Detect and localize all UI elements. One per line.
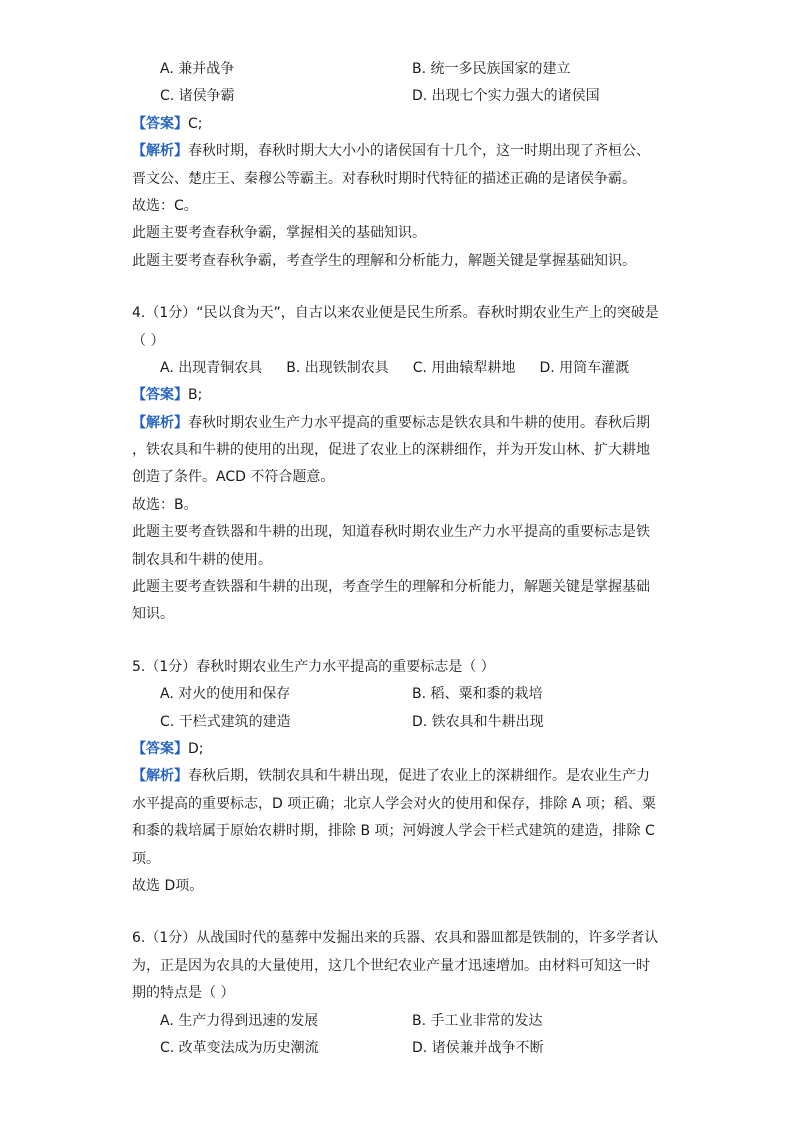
q3-options-row-1 bbox=[132, 56, 662, 83]
answer-tag: 【答案】 bbox=[132, 387, 188, 404]
q3-options-row-2 bbox=[132, 83, 662, 110]
analysis-tag: 【解析】 bbox=[132, 143, 188, 160]
q5-option-c[interactable]: C. 干栏式建筑的建造 bbox=[160, 713, 291, 730]
q5-analysis-line-3: 和黍的栽培属于原始农耕时期，排除 B 项；河姆渡人学会干栏式建筑的建造，排除 C bbox=[132, 823, 655, 840]
document-page bbox=[132, 56, 662, 1062]
q6-options-row-1 bbox=[132, 1008, 662, 1035]
q3-option-a[interactable]: A. 兼并战争 bbox=[160, 61, 235, 77]
q5-analysis-line-1: 【解析】春秋后期，铁制农具和牛耕出现，促进了农业上的深耕细作。是农业生产力 bbox=[132, 768, 650, 785]
answer-value: B; bbox=[188, 387, 203, 404]
q3-note-1: 此题主要考查春秋争霸，掌握相关的基础知识。 bbox=[132, 225, 426, 242]
answer-value: D; bbox=[188, 740, 204, 757]
q4-answer bbox=[132, 382, 662, 409]
answer-tag: 【答案】 bbox=[132, 115, 188, 132]
q4-analysis-line-3: 创造了条件。ACD 不符合题意。 bbox=[132, 469, 335, 486]
q6-options-row-2 bbox=[132, 1035, 662, 1062]
q4-option-d[interactable]: D. 用筒车灌溉 bbox=[539, 359, 630, 376]
q5-stem-line-1: 5.（1分）春秋时期农业生产力水平提高的重要标志是（ ） bbox=[132, 658, 495, 675]
q4-option-c[interactable]: C. 用曲辕犁耕地 bbox=[412, 359, 516, 376]
answer-tag: 【答案】 bbox=[132, 740, 188, 757]
analysis-tag: 【解析】 bbox=[132, 768, 188, 785]
q4-conclusion: 故选：B。 bbox=[132, 496, 198, 513]
q6-option-a[interactable]: A. 生产力得到迅速的发展 bbox=[160, 1012, 319, 1029]
q3-conclusion: 故选：C。 bbox=[132, 197, 198, 214]
q4-option-b[interactable]: B. 出现铁制农具 bbox=[286, 359, 389, 376]
q6-stem-line-2: 为，正是因为农具的大量使用，这几个世纪农业产量才迅速增加。由材料可知这一时 bbox=[132, 957, 650, 974]
q5-analysis-line-4: 项。 bbox=[132, 850, 160, 867]
q3-option-b[interactable]: B. 统一多民族国家的建立 bbox=[412, 61, 571, 77]
q4-options-row bbox=[132, 355, 662, 382]
q3-option-c[interactable]: C. 诸侯争霸 bbox=[160, 88, 235, 105]
q4-note-2: 制农具和牛耕的使用。 bbox=[132, 551, 272, 568]
q3-analysis-line-2: 晋文公、楚庄王、秦穆公等霸主。对春秋时期时代特征的描述正确的是诸侯争霸。 bbox=[132, 170, 636, 187]
q4-note-4: 知识。 bbox=[132, 606, 174, 623]
q4-note-1: 此题主要考查铁器和牛耕的出现，知道春秋时期农业生产力水平提高的重要标志是铁 bbox=[132, 524, 650, 541]
q3-option-d[interactable]: D. 出现七个实力强大的诸侯国 bbox=[412, 88, 600, 105]
q4-stem-line-2: （ ） bbox=[132, 332, 165, 349]
q5-option-a[interactable]: A. 对火的使用和保存 bbox=[160, 686, 291, 703]
q4-analysis-line-2: ，铁农具和牛耕的使用的出现，促进了农业上的深耕细作，并为开发山林、扩大耕地 bbox=[132, 442, 650, 459]
q4-stem-line-1: 4.（1分）“民以食为天”，自古以来农业便是民生所系。春秋时期农业生产上的突破是 bbox=[132, 305, 659, 322]
q6-option-b[interactable]: B. 手工业非常的发达 bbox=[412, 1012, 543, 1029]
q4-option-a[interactable]: A. 出现青铜农具 bbox=[160, 359, 263, 376]
q5-options-row-2 bbox=[132, 709, 662, 736]
q5-options-row-1 bbox=[132, 681, 662, 708]
q5-option-d[interactable]: D. 铁农具和牛耕出现 bbox=[412, 713, 544, 730]
analysis-tag: 【解析】 bbox=[132, 414, 188, 431]
q3-analysis-line-1: 【解析】春秋时期，春秋时期大大小小的诸侯国有十几个，这一时期出现了齐桓公、 bbox=[132, 143, 650, 160]
answer-value: C; bbox=[188, 115, 203, 132]
q6-option-c[interactable]: C. 改革变法成为历史潮流 bbox=[160, 1039, 319, 1056]
q6-option-d[interactable]: D. 诸侯兼并战争不断 bbox=[412, 1039, 544, 1056]
q5-conclusion: 故选 D项。 bbox=[132, 877, 204, 894]
q5-answer bbox=[132, 736, 662, 763]
q4-note-3: 此题主要考查铁器和牛耕的出现，考查学生的理解和分析能力，解题关键是掌握基础 bbox=[132, 579, 650, 596]
q3-note-2: 此题主要考查春秋争霸，考查学生的理解和分析能力，解题关键是掌握基础知识。 bbox=[132, 252, 636, 269]
q4-analysis-line-1: 【解析】春秋时期农业生产力水平提高的重要标志是铁农具和牛耕的使用。春秋后期 bbox=[132, 414, 650, 431]
q5-option-b[interactable]: B. 稻、粟和黍的栽培 bbox=[412, 686, 543, 703]
q3-answer bbox=[132, 111, 662, 138]
q5-analysis-line-2: 水平提高的重要标志，D 项正确；北京人学会对火的使用和保存，排除 A 项；稻、粟 bbox=[132, 795, 656, 812]
q6-stem-line-1: 6.（1分）从战国时代的墓葬中发掘出来的兵器、农具和器皿都是铁制的，许多学者认 bbox=[132, 930, 659, 947]
q6-stem-line-3: 期的特点是（ ） bbox=[132, 985, 235, 1002]
